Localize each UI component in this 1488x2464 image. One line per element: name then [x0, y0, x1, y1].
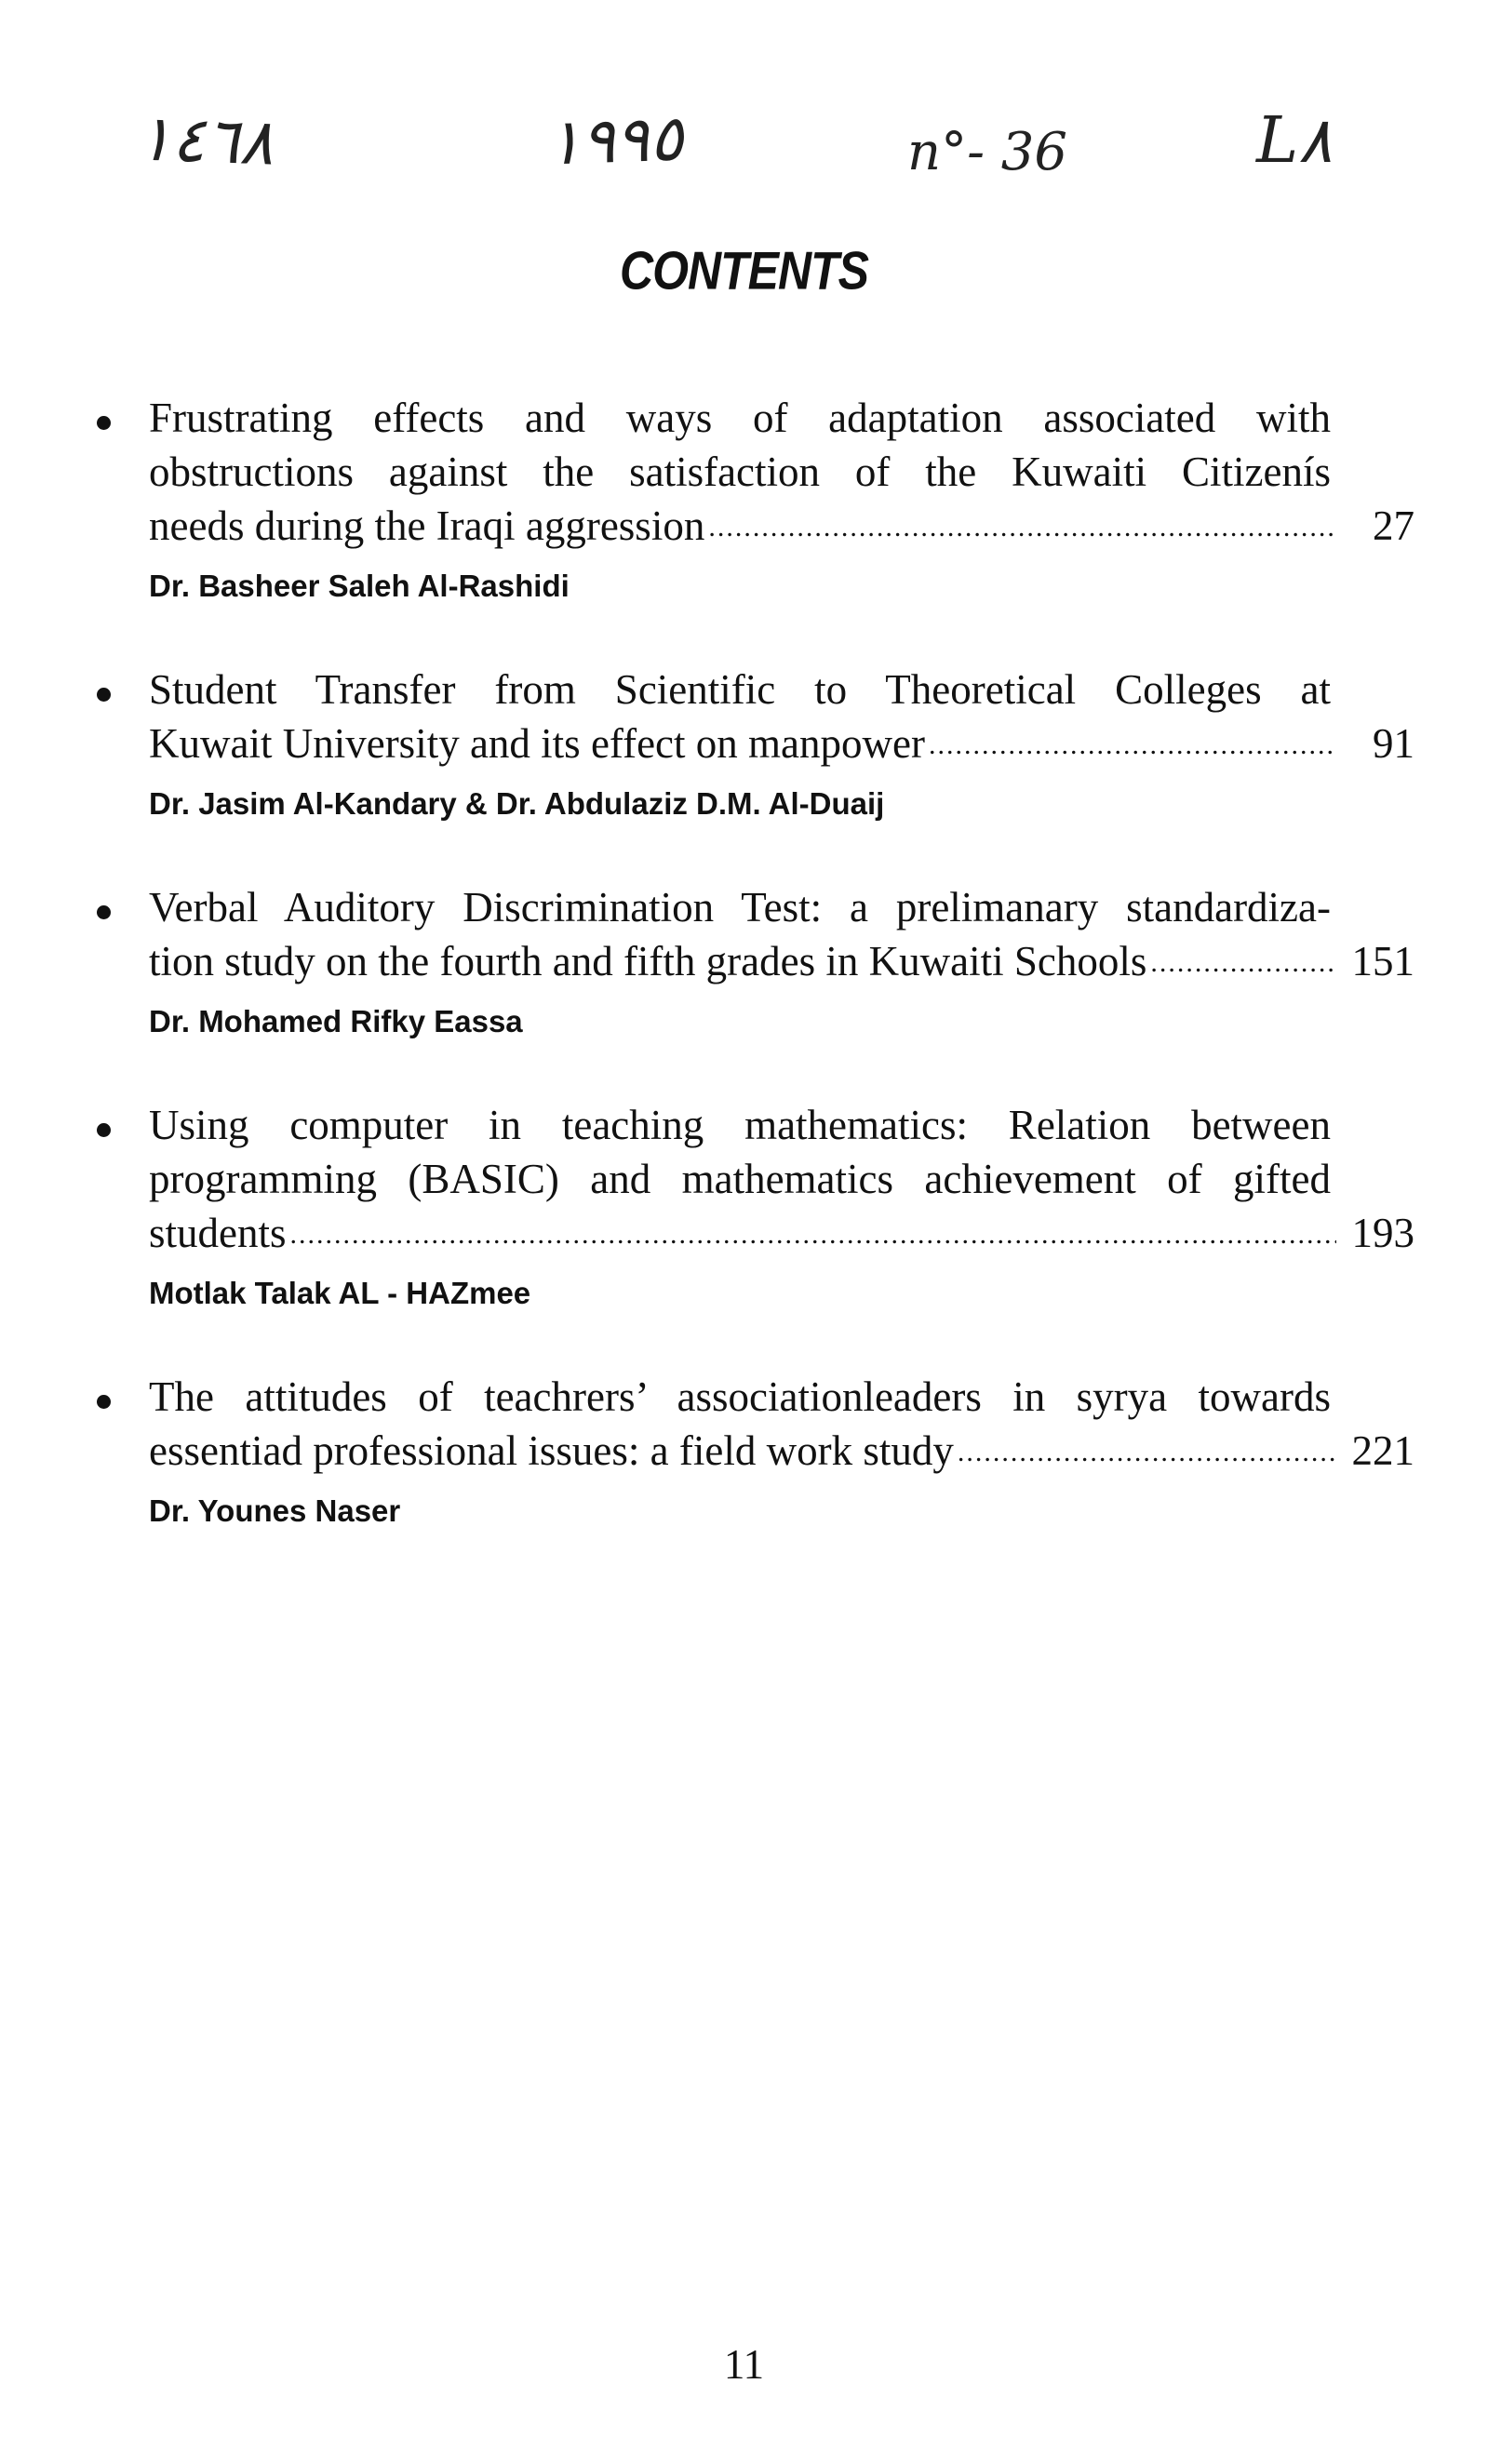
bullet-icon: [97, 688, 111, 702]
dot-leader: [708, 501, 1336, 555]
entry-page-number: 221: [1351, 1427, 1414, 1474]
handwritten-code: L٨: [1256, 104, 1333, 178]
entry-page-number: 193: [1351, 1210, 1414, 1256]
entry-author: Motlak Talak AL - HAZmee: [149, 1276, 531, 1310]
entry-title-line: obstructions against the satisfaction of the Kuwaiti Citizenís: [149, 449, 1331, 495]
contents-entry: [93, 391, 1414, 605]
entry-page-number: 151: [1351, 938, 1414, 984]
contents-list: [93, 391, 1414, 1587]
dot-leader: [1150, 936, 1336, 990]
entry-title-last-line: [149, 499, 1414, 558]
bullet-icon: [97, 905, 111, 919]
bullet-icon: [97, 1395, 111, 1409]
entry-title-line: Using computer in teaching mathematics: Relation between: [149, 1102, 1331, 1148]
entry-title-last-line: [149, 1206, 1414, 1265]
handwritten-annotations: [0, 101, 1488, 212]
entry-title-line: Verbal Auditory Discrimination Test: a prelimanary standardiza-: [149, 884, 1331, 931]
entry-title-last-line: [149, 716, 1414, 776]
entry-title-line: essentiad professional issues: a field work study: [149, 1427, 954, 1474]
dot-leader: [958, 1426, 1336, 1480]
entry-title-line: programming (BASIC) and mathematics achievement of gifted: [149, 1156, 1331, 1202]
entry-author: Dr. Basheer Saleh Al-Rashidi: [149, 569, 570, 603]
entry-title-line: The attitudes of teachrers’ associationleaders in syrya towards: [149, 1373, 1331, 1420]
contents-entry: [93, 1098, 1414, 1312]
entry-title-line: needs during the Iraqi aggression: [149, 502, 705, 549]
entry-title: [149, 880, 1331, 934]
entry-author: Dr. Mohamed Rifky Eassa: [149, 1004, 523, 1038]
entry-title: [149, 1370, 1331, 1424]
contents-entry: [93, 663, 1414, 823]
page-number: 11: [723, 2341, 765, 2388]
entry-title-last-line: [149, 934, 1414, 994]
entry-title: [149, 1098, 1331, 1206]
contents-entry: [93, 1370, 1414, 1530]
contents-entry: [93, 880, 1414, 1040]
handwritten-note: ١٤٦٨: [136, 101, 275, 181]
entry-title-last-line: [149, 1424, 1414, 1483]
entry-author: Dr. Younes Naser: [149, 1493, 401, 1528]
entry-title-line: Student Transfer from Scientific to Theoretical Colleges at: [149, 666, 1331, 713]
entry-title-line: students: [149, 1210, 287, 1256]
entry-page-number: 27: [1373, 502, 1414, 549]
entry-author: Dr. Jasim Al-Kandary & Dr. Abdulaziz D.M. Al-Duaij: [149, 786, 885, 821]
entry-title-line: Frustrating effects and ways of adaptation associated with: [149, 395, 1331, 441]
contents-heading: CONTENTS: [620, 240, 868, 301]
entry-title: [149, 391, 1331, 499]
entry-page-number: 91: [1373, 720, 1414, 767]
entry-title: [149, 663, 1331, 716]
entry-title-line: Kuwait University and its effect on manpower: [149, 720, 925, 767]
handwritten-year: ١٩٩٥: [545, 101, 685, 181]
dot-leader: [929, 718, 1336, 772]
bullet-icon: [97, 416, 111, 430]
dot-leader: [290, 1208, 1336, 1262]
handwritten-issue: n°- 36: [907, 122, 1068, 182]
bullet-icon: [97, 1123, 111, 1137]
entry-title-line: tion study on the fourth and fifth grades in Kuwaiti Schools: [149, 938, 1147, 984]
